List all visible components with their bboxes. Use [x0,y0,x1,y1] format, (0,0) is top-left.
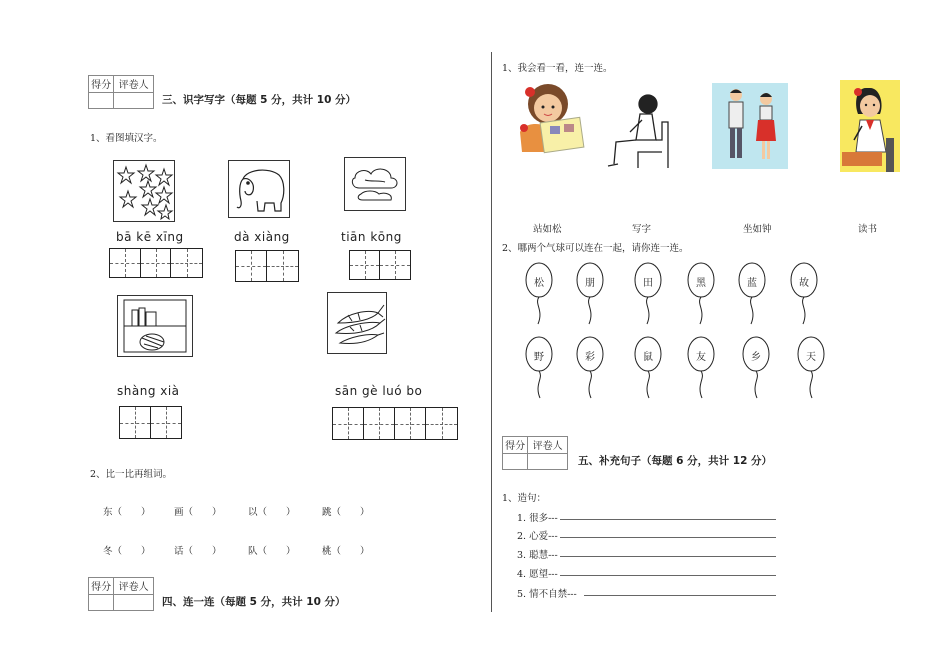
balloon-icon [633,336,663,400]
column-divider [491,52,492,612]
writing-grid-2b[interactable] [349,250,411,280]
balloon-char: 朋 [585,278,595,289]
section5-title: 五、补充句子（每题 6 分，共计 12 分） [578,455,773,467]
section3-q1: 1、看图填汉字。 [90,133,163,144]
grader-cell[interactable] [114,595,153,610]
balloon-2-6[interactable] [796,336,826,400]
writing-grid-2c[interactable] [119,406,182,439]
shelf-icon [118,296,192,356]
pinyin-tiankong: tiān kōng [341,230,402,244]
label-dushu: 读书 [858,224,878,235]
balloon-icon [524,262,554,326]
grader-label: 评卷人 [532,441,563,453]
balloon-char: 天 [806,352,816,363]
writing-grid-4[interactable] [332,407,458,440]
grader-cell[interactable] [528,454,567,469]
balloon-char: 故 [799,278,809,289]
balloon-char: 松 [534,278,544,289]
writing-grid-2a[interactable] [235,250,299,282]
balloon-char: 乡 [751,352,761,363]
compare-2-3[interactable]: 队（ ） [248,546,296,557]
balloon-2-5[interactable] [741,336,771,400]
sentence-item-4: 4. 愿望--- [517,569,558,580]
balloon-1-5[interactable] [737,262,767,326]
compare-1-2[interactable]: 画（ ） [174,507,222,518]
grader-cell[interactable] [114,93,153,108]
balloon-icon [633,262,663,326]
balloon-icon [686,262,716,326]
radish-icon [328,293,386,353]
sentence-item-3: 3. 聪慧--- [517,550,558,561]
grader-label: 评卷人 [118,80,149,92]
balloon-1-2[interactable] [575,262,605,326]
sentence-line-5[interactable] [584,595,776,596]
balloon-char: 野 [534,352,544,363]
compare-2-1[interactable]: 冬（ ） [103,546,151,557]
radish-picture [327,292,387,354]
score-cell[interactable] [503,454,528,469]
balloon-icon [524,336,554,400]
score-label: 得分 [89,76,114,92]
sentence-line-2[interactable] [560,537,776,538]
sentence-item-1: 1. 很多--- [517,513,558,524]
balloon-1-6[interactable] [789,262,819,326]
sentence-line-3[interactable] [560,556,776,557]
score-box-section4 [88,577,154,611]
balloon-1-3[interactable] [633,262,663,326]
balloon-icon [796,336,826,400]
balloon-icon [741,336,771,400]
section5-q1: 1、造句： [502,493,547,504]
compare-1-3[interactable]: 以（ ） [248,507,296,518]
score-cell[interactable] [89,93,114,108]
pinyin-bakexing: bā kē xīng [116,230,184,244]
sentence-line-4[interactable] [560,575,776,576]
label-zuoruzhong: 坐如钟 [743,224,772,235]
balloon-char: 蓝 [747,278,757,289]
balloon-char: 鼠 [643,352,653,363]
score-box-section3 [88,75,154,109]
label-xiezi: 写字 [632,224,652,235]
section4-title: 四、连一连（每题 5 分，共计 10 分） [162,596,346,608]
cloud-icon [345,158,405,210]
balloon-2-4[interactable] [686,336,716,400]
sentence-item-5: 5. 情不自禁--- [517,589,577,600]
girl-reading-image [516,80,586,158]
score-cell[interactable] [89,595,114,610]
pinyin-sangeluobo: sān gè luó bo [335,384,423,398]
score-box-section5 [502,436,568,470]
girl-writing-image [840,80,900,172]
sentence-item-2: 2. 心爱--- [517,531,558,542]
balloon-char: 友 [696,352,706,363]
balloon-icon [575,336,605,400]
balloon-2-3[interactable] [633,336,663,400]
stars-picture [113,160,175,222]
section4-q1: 1、我会看一看，连一连。 [502,63,613,74]
sky-picture [344,157,406,211]
shelf-picture [117,295,193,357]
balloon-char: 田 [643,278,653,289]
score-label: 得分 [89,578,114,594]
balloon-icon [737,262,767,326]
balloon-icon [789,262,819,326]
compare-2-2[interactable]: 话（ ） [174,546,222,557]
person-sitting-image [606,92,678,170]
sentence-line-1[interactable] [560,519,776,520]
compare-1-4[interactable]: 跳（ ） [322,507,370,518]
balloon-2-2[interactable] [575,336,605,400]
pinyin-daxiang: dà xiàng [234,230,290,244]
score-label: 得分 [503,437,528,453]
compare-1-1[interactable]: 东（ ） [103,507,151,518]
section3-q2: 2、比一比再组词。 [90,469,173,480]
children-standing-image [712,83,788,169]
compare-2-4[interactable]: 桃（ ） [322,546,370,557]
balloon-char: 彩 [585,352,595,363]
balloon-1-1[interactable] [524,262,554,326]
section3-title: 三、识字写字（每题 5 分，共计 10 分） [162,94,357,106]
balloon-char: 黑 [696,278,706,289]
writing-grid-3[interactable] [109,248,203,278]
elephant-picture [228,160,290,218]
balloon-icon [686,336,716,400]
balloon-1-4[interactable] [686,262,716,326]
pinyin-shangxia: shàng xià [117,384,180,398]
label-zhanrusong: 站如松 [533,224,562,235]
balloon-2-1[interactable] [524,336,554,400]
grader-label: 评卷人 [118,582,149,594]
elephant-icon [229,161,289,217]
section4-q2: 2、哪两个气球可以连在一起，请你连一连。 [502,243,689,254]
star-icon-group [114,161,174,221]
balloon-icon [575,262,605,326]
